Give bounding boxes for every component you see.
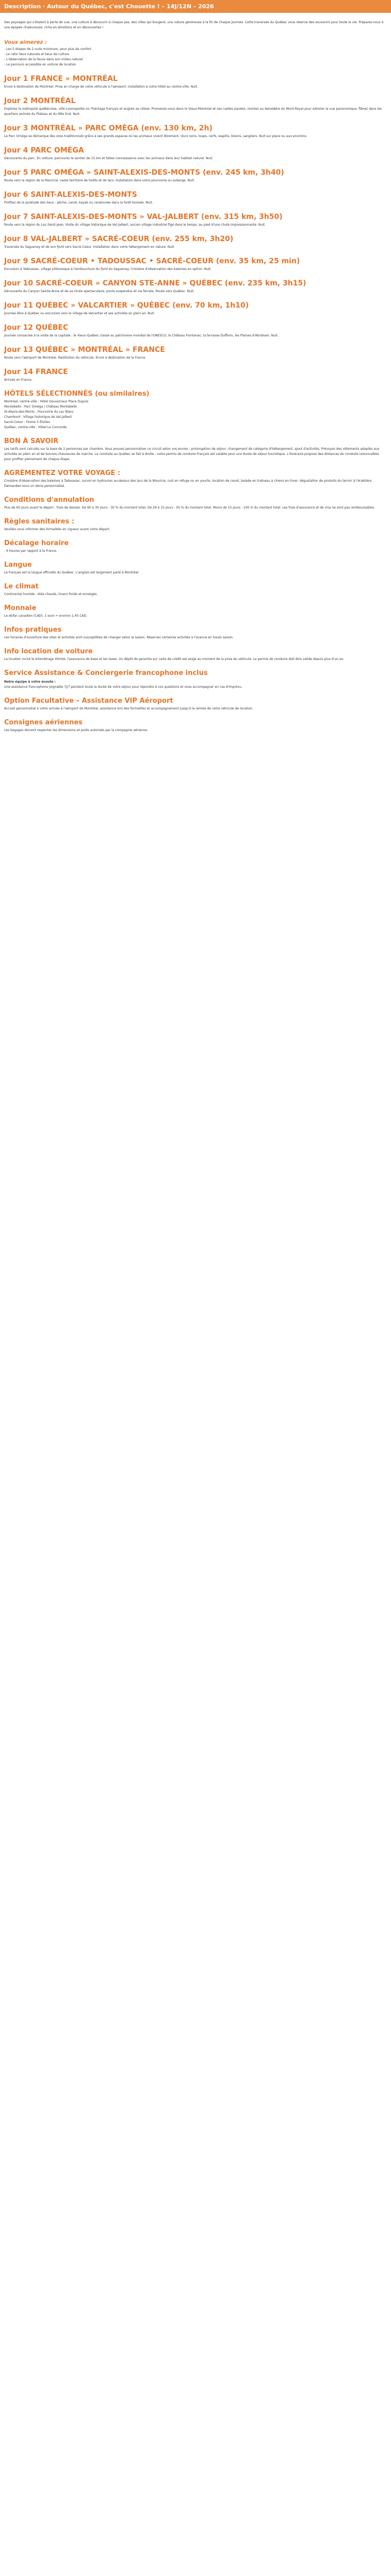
day-10-text: Découverte du Canyon Sainte-Anne et de sa chute spectaculaire, ponts suspendus et via ferrata. Route vers Québec. Nuit. bbox=[4, 290, 194, 293]
bon-a-savoir-heading: BON À SAVOIR bbox=[4, 437, 59, 445]
monnaie-text: Le dollar canadien (CAD). 1 euro = environ 1,45 CAD. bbox=[4, 614, 88, 618]
day-2-text: Explorez la métropole québécoise, ville cosmopolite où l'héritage français et anglais se côtoie. Promenez-vous dans le Vieux-Montréal et ses ruelles pavées, montez au belvédère du Mont-Royal pour admirer la vue panoramique, flânez dans les quartiers animés du Plateau et du Mile End. Nuit. bbox=[4, 107, 382, 116]
langue-heading: Langue bbox=[4, 561, 32, 569]
list-item: St-Alexis-des-Monts : Pourvoirie du Lac Blanc bbox=[4, 410, 74, 414]
decalage-text: - 6 heures par rapport à la France. bbox=[4, 549, 57, 553]
hotels-list bbox=[4, 399, 387, 430]
day-9-title: Jour 9 SACRÉ-COEUR • TADOUSSAC • SACRÉ-COEUR (env. 35 km, 25 min) bbox=[4, 257, 300, 265]
day-5-title: Jour 5 PARC OMÉGA » SAINT-ALEXIS-DES-MONTS (env. 245 km, 3h40) bbox=[4, 168, 284, 177]
infos-heading: Infos pratiques bbox=[4, 626, 62, 634]
location-text: La location inclut le kilométrage illimité, l'assurance de base et les taxes. Un dépôt de garantie sur carte de crédit est exigé au moment de la prise du véhicule. Le permis de conduire doit être valide depuis plus d'un an. bbox=[4, 657, 345, 661]
list-item: Montréal, centre-ville : Hôtel Gouverneur Place Dupuis bbox=[4, 400, 89, 403]
list-item: Montebello : Parc Oméga / Château Montebello bbox=[4, 405, 77, 409]
langue-text: Le français est la langue officielle du Québec. L'anglais est largement parlé à Montréal. bbox=[4, 571, 139, 574]
content bbox=[0, 20, 391, 747]
day-13-text: Route vers l'aéroport de Montréal. Restitution du véhicule. Envol à destination de la France. bbox=[4, 356, 146, 360]
service-label: Notre équipe à votre écoute : bbox=[4, 680, 56, 684]
list-item: - Le parcours accessible en voiture de location bbox=[4, 63, 76, 66]
day-10-title: Jour 10 SACRÉ-COEUR » CANYON STE-ANNE » QUÉBEC (env. 235 km, 3h15) bbox=[4, 279, 306, 287]
day-12-title: Jour 12 QUÉBEC bbox=[4, 324, 69, 332]
list-item: - Les 5 étapes de 2 nuits minimum, pour plus de confort bbox=[4, 47, 91, 51]
day-6-title: Jour 6 SAINT-ALEXIS-DES-MONTS bbox=[4, 191, 137, 199]
list-item: - L'observation de la faune dans son milieu naturel bbox=[4, 58, 83, 61]
climat-text: Continental humide : étés chauds, hivers froids et enneigés. bbox=[4, 592, 98, 596]
climat-heading: Le climat bbox=[4, 583, 39, 590]
day-1-title: Jour 1 FRANCE » MONTRÉAL bbox=[4, 75, 118, 83]
day-9-text: Excursion à Tadoussac, village pittoresque à l'embouchure du fjord du Saguenay. Croisière d'observation des baleines en option. Nuit. bbox=[4, 267, 212, 271]
day-3-title: Jour 3 MONTRÉAL » PARC OMÉGA (env. 130 km, 2h) bbox=[4, 124, 213, 132]
list-item: Québec, centre-ville : Hôtel Le Concorde bbox=[4, 426, 67, 429]
option-text: Accueil personnalisé à votre arrivée à l'aéroport de Montréal, assistance lors des formalités et accompagnement jusqu'à la remise de votre véhicule de location. bbox=[4, 707, 253, 710]
agrementez-heading: AGRÉMENTEZ VOTRE VOYAGE : bbox=[4, 469, 121, 477]
day-6-text: Profitez de la quiétude des lieux : pêche, canot, kayak ou randonnée dans la forêt boréale. Nuit. bbox=[4, 201, 153, 205]
day-2-title: Jour 2 MONTRÉAL bbox=[4, 97, 76, 105]
regles-heading: Règles sanitaires : bbox=[4, 518, 75, 526]
day-14-text: Arrivée en France. bbox=[4, 378, 32, 382]
day-7-title: Jour 7 SAINT-ALEXIS-DES-MONTS » VAL-JALBERT (env. 315 km, 3h50) bbox=[4, 213, 283, 221]
infos-text: Les horaires d'ouverture des sites et activités sont susceptibles de changer selon la saison. Réservez certaines activités à l'avance en haute saison. bbox=[4, 636, 234, 639]
decalage-heading: Décalage horaire bbox=[4, 539, 69, 547]
day-8-text: Traversée du Saguenay et de son fjord vers Sacré-Coeur. Installation dans votre hébergement en nature. Nuit. bbox=[4, 245, 175, 249]
day-12-text: Journée consacrée à la visite de la capitale : le Vieux-Québec classé au patrimoine mondial de l'UNESCO, le Château Frontenac, la terrasse Dufferin, les Plaines d'Abraham. Nuit. bbox=[4, 334, 279, 337]
monnaie-heading: Monnaie bbox=[4, 604, 37, 612]
vous-aimerez-heading: Vous aimerez : bbox=[4, 40, 47, 45]
option-heading: Option Facultative – Assistance VIP Aéroport bbox=[4, 697, 173, 705]
intro-paragraph: Des paysages qui s'étalent à perte de vue, une culture à découvrir à chaque pas, des villes qui bougent, une nature généreuse à la fin de chaque journée. Cette traversée du Québec vous réserve des souvenirs pour toute la vie. Préparez-vous à une épopée chaleureuse, riche en émotions et en découvertes ! bbox=[4, 21, 384, 29]
hotels-heading: HÔTELS SÉLECTIONNÉS (ou similaires) bbox=[4, 390, 150, 398]
consignes-text: Les bagages doivent respecter les dimensions et poids autorisés par la compagnie aérienne. bbox=[4, 728, 148, 732]
day-14-title: Jour 14 FRANCE bbox=[4, 368, 68, 376]
conditions-text: Plus de 60 jours avant le départ : frais de dossier. De 60 à 30 jours : 30 % du montant total. De 29 à 15 jours : 50 % du montant total. Moins de 15 jours : 100 % du montant total. Les frais d'assurance et de visa ne sont pas remboursables. bbox=[4, 506, 375, 510]
service-text: Une assistance francophone joignable 7j/7 pendant toute la durée de votre séjour pour répondre à vos questions et vous accompagner en cas d'imprévu. bbox=[4, 685, 242, 689]
location-heading: Info location de voiture bbox=[4, 648, 93, 655]
day-8-title: Jour 8 VAL-JALBERT » SACRÉ-COEUR (env. 255 km, 3h20) bbox=[4, 235, 234, 243]
regles-text: Veuillez vous informer des formalités en vigueur avant votre départ. bbox=[4, 528, 110, 531]
agrementez-text: Croisière d'observation des baleines à Tadoussac, survol en hydravion au-dessus des lacs de la Mauricie, nuit en refuge ou en yourte, location de canot, balade en traîneau à chiens en hiver, dégustation de produits du terroir à l'érablière. Demandez-nous un devis personnalisé. bbox=[4, 479, 372, 488]
list-item: - Le ratio lieux naturels et lieux de culture bbox=[4, 53, 69, 56]
page-title: Description · Autour du Québec, c'est Chouette ! – 14J/12N – 2026 bbox=[0, 0, 391, 13]
list-item: Sacré-Coeur : Ferme 5 Étoiles bbox=[4, 420, 50, 424]
page bbox=[0, 0, 391, 747]
day-4-text: Découverte du parc. En voiture, parcourez le sentier de 15 km et faites connaissance avec les animaux dans leur habitat naturel. Nuit. bbox=[4, 157, 214, 160]
list-item: Chambord : Village historique de Val-Jalbert bbox=[4, 415, 72, 419]
service-heading: Service Assistance & Conciergerie francophone inclus bbox=[4, 669, 208, 677]
day-11-title: Jour 11 QUÉBEC » VALCARTIER » QUÉBEC (env. 70 km, 1h10) bbox=[4, 301, 249, 310]
day-13-title: Jour 13 QUÉBEC » MONTRÉAL » FRANCE bbox=[4, 346, 165, 354]
day-3-text: Le Parc Oméga se démarque des zoos traditionnels grâce à ses grands espaces où les animaux vivent librement. Ours noirs, loups, cerfs, wapitis, bisons, sangliers. Nuit sur place ou aux environs. bbox=[4, 134, 307, 138]
day-1-text: Envol à destination de Montréal. Prise en charge de votre véhicule à l'aéroport. Installation à votre hôtel au centre-ville. Nuit. bbox=[4, 85, 198, 89]
bon-a-savoir-text: Les tarifs sont calculés sur la base de 2 personnes par chambre. Vous pouvez personnaliser ce circuit selon vos envies : prolongation de séjour, changement de catégorie d'hébergement, ajout d'activités. Prévoyez des vêtements adaptés aux activités en plein air et de bonnes chaussures de marche. La conduite au Québec se fait à droite ; votre permis de conduire français est valable pour une durée de séjour touristique. L'itinéraire propose des distances de conduite raisonnables pour profiter pleinement de chaque étape. bbox=[4, 447, 380, 461]
day-7-text: Route vers la région du Lac-Saint-Jean. Visite du village historique de Val-Jalbert, ancien village industriel figé dans le temps, au pied d'une chute impressionnante. Nuit. bbox=[4, 223, 266, 227]
day-4-title: Jour 4 PARC OMÉGA bbox=[4, 146, 84, 155]
conditions-heading: Conditions d'annulation bbox=[4, 496, 94, 504]
consignes-heading: Consignes aériennes bbox=[4, 719, 83, 726]
day-11-text: Journée libre à Québec ou excursion vers le village de Valcartier et ses activités en plein air. Nuit. bbox=[4, 312, 155, 315]
vous-aimerez-list bbox=[4, 47, 387, 67]
day-5-text: Route vers la région de la Mauricie, vaste territoire de forêts et de lacs. Installation dans votre pourvoirie ou auberge. Nuit. bbox=[4, 179, 195, 182]
